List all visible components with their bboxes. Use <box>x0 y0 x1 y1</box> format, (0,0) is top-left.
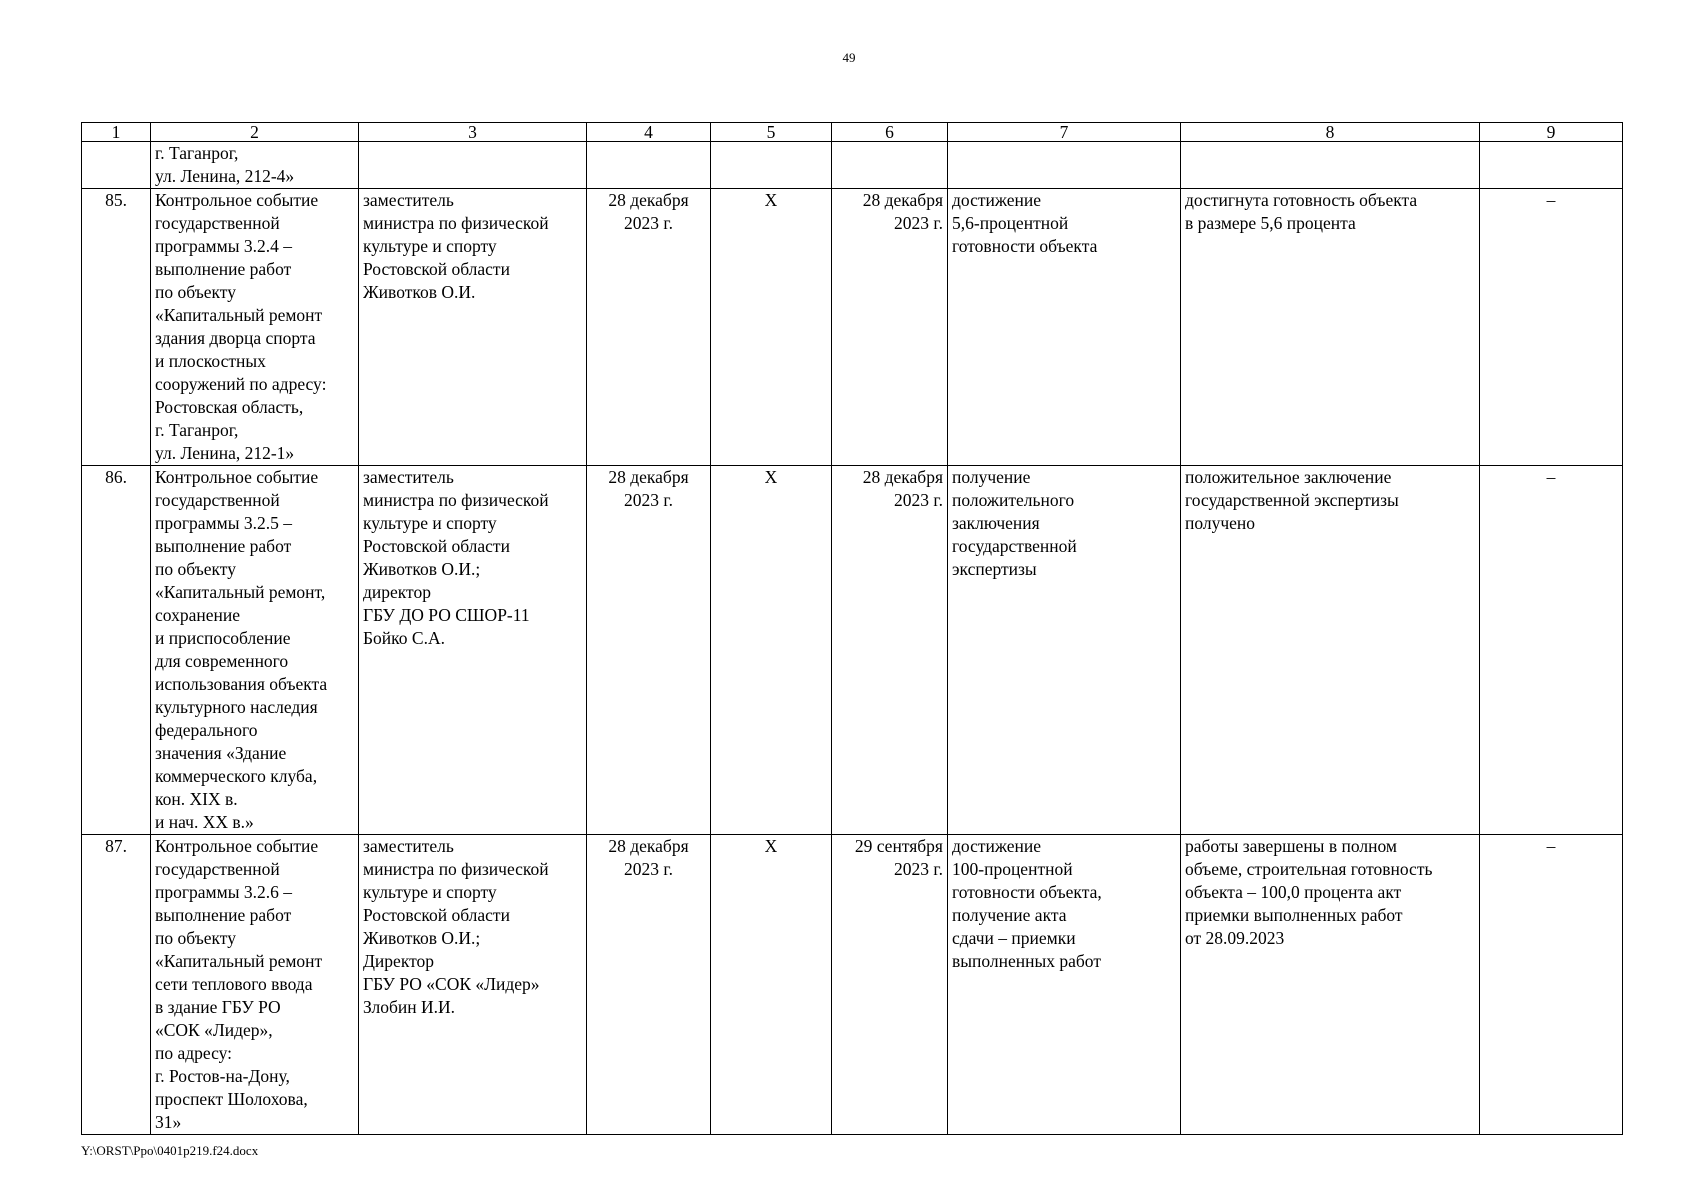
plan-date-cell: 28 декабря 2023 г. <box>587 189 711 466</box>
column-number-header <box>82 123 1623 142</box>
table-row <box>82 466 1623 835</box>
report-table <box>81 122 1623 1135</box>
row-number-cell: 86. <box>82 466 151 835</box>
expected-result-cell: получение положительного заключения государственной экспертизы <box>948 466 1181 835</box>
col9-cell: – <box>1480 189 1623 466</box>
plan-date-cell: 28 декабря 2023 г. <box>587 466 711 835</box>
fact-date-cell: 29 сентября 2023 г. <box>832 835 948 1135</box>
row-number-cell <box>82 142 151 189</box>
row-number-cell: 85. <box>82 189 151 466</box>
fact-date-cell: 28 декабря 2023 г. <box>832 466 948 835</box>
table-row <box>82 835 1623 1135</box>
responsible-cell: заместитель министра по физической культуре и спорту Ростовской области Животков О.И.; директор ГБУ ДО РО СШОР-11 Бойко С.А. <box>359 466 587 835</box>
expected-result-cell: достижение 5,6-процентной готовности объекта <box>948 189 1181 466</box>
event-cell: г. Таганрог, ул. Ленина, 212-4» <box>151 142 359 189</box>
page-number: 49 <box>842 50 856 65</box>
responsible-cell <box>359 142 587 189</box>
event-cell: Контрольное событие государственной программы 3.2.5 – выполнение работ по объекту «Капитальный ремонт, сохранение и приспособление для современного использования объекта культурного наследия федерального значения «Здание коммерческого клуба, кон. XIX в. и нач. XX в.» <box>151 466 359 835</box>
plan-date-cell <box>587 142 711 189</box>
column-header: 8 <box>1181 123 1480 142</box>
responsible-cell: заместитель министра по физической культуре и спорту Ростовской области Животков О.И. <box>359 189 587 466</box>
event-cell: Контрольное событие государственной программы 3.2.6 – выполнение работ по объекту «Капитальный ремонт сети теплового ввода в здание ГБУ РО «СОК «Лидер», по адресу: г. Ростов-на-Дону, проспект Шолохова, 31» <box>151 835 359 1135</box>
expected-result-cell <box>948 142 1181 189</box>
col9-cell: – <box>1480 466 1623 835</box>
col5-cell: Х <box>711 835 832 1135</box>
table-row <box>82 189 1623 466</box>
column-header: 1 <box>82 123 151 142</box>
column-header: 5 <box>711 123 832 142</box>
responsible-cell: заместитель министра по физической культуре и спорту Ростовской области Животков О.И.; Директор ГБУ РО «СОК «Лидер» Злобин И.И. <box>359 835 587 1135</box>
actual-result-cell: работы завершены в полном объеме, строительная готовность объекта – 100,0 процента акт приемки выполненных работ от 28.09.2023 <box>1181 835 1480 1135</box>
column-header: 7 <box>948 123 1181 142</box>
column-header: 3 <box>359 123 587 142</box>
column-header: 2 <box>151 123 359 142</box>
col5-cell: Х <box>711 466 832 835</box>
expected-result-cell: достижение 100-процентной готовности объекта, получение акта сдачи – приемки выполненных работ <box>948 835 1181 1135</box>
event-cell: Контрольное событие государственной программы 3.2.4 – выполнение работ по объекту «Капитальный ремонт здания дворца спорта и плоскостных сооружений по адресу: Ростовская область, г. Таганрог, ул. Ленина, 212-1» <box>151 189 359 466</box>
fact-date-cell <box>832 142 948 189</box>
column-header: 6 <box>832 123 948 142</box>
col9-cell <box>1480 142 1623 189</box>
actual-result-cell: положительное заключение государственной экспертизы получено <box>1181 466 1480 835</box>
row-number-cell: 87. <box>82 835 151 1135</box>
actual-result-cell: достигнута готовность объекта в размере 5,6 процента <box>1181 189 1480 466</box>
continuation-row <box>82 142 1623 189</box>
col5-cell <box>711 142 832 189</box>
actual-result-cell <box>1181 142 1480 189</box>
fact-date-cell: 28 декабря 2023 г. <box>832 189 948 466</box>
column-header: 9 <box>1480 123 1623 142</box>
column-header: 4 <box>587 123 711 142</box>
file-path-footer: Y:\ORST\Ppo\0401p219.f24.docx <box>81 1143 259 1158</box>
col5-cell: Х <box>711 189 832 466</box>
plan-date-cell: 28 декабря 2023 г. <box>587 835 711 1135</box>
col9-cell: – <box>1480 835 1623 1135</box>
